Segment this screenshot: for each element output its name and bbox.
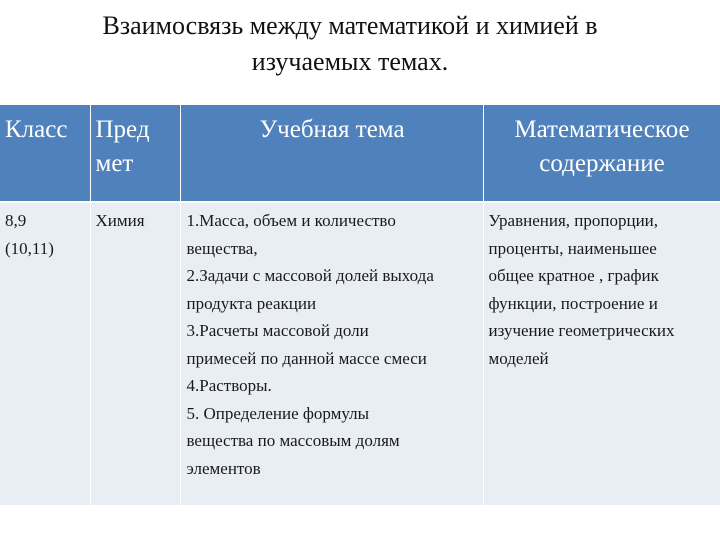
topic-line: 3.Расчеты массовой доли xyxy=(186,321,369,340)
header-subject-line-2: мет xyxy=(95,150,134,177)
math-line: проценты, наименьшее xyxy=(488,238,657,258)
slide-title xyxy=(0,8,700,80)
header-math-content xyxy=(483,105,720,202)
title-line-2: изучаемых темах. xyxy=(251,47,449,76)
math-line: функции, построение и xyxy=(488,293,658,313)
cell-topic xyxy=(180,202,483,505)
topic-line: 4.Растворы. xyxy=(186,376,272,395)
math-line: моделей xyxy=(488,348,549,368)
topic-line: 1.Масса, объем и количество xyxy=(186,211,396,230)
grade-line-1: 8,9 xyxy=(5,211,27,230)
header-topic: Учебная тема xyxy=(180,105,483,202)
header-math-line-2: содержание xyxy=(539,150,665,177)
header-row xyxy=(0,105,720,202)
topic-line: элементов xyxy=(186,458,261,478)
topic-line: продукта реакции xyxy=(186,293,317,313)
topic-line: вещества, xyxy=(186,238,258,258)
header-math-line-1: Математическое xyxy=(514,116,690,143)
topic-line: 5. Определение формулы xyxy=(186,403,370,423)
cell-subject: Химия xyxy=(90,202,180,505)
header-subject xyxy=(90,105,180,202)
grade-line-2: (10,11) xyxy=(5,238,54,258)
topic-line: вещества по массовым долям xyxy=(186,431,400,450)
title-line-1: Взаимосвязь между математикой и химией в xyxy=(102,11,598,40)
math-line: общее кратное , график xyxy=(488,266,659,285)
math-line: Уравнения, пропорции, xyxy=(488,211,659,230)
cell-grade xyxy=(0,202,90,505)
topic-line: примесей по данной массе смеси xyxy=(186,348,427,368)
math-line: изучение геометрических xyxy=(488,321,675,340)
table-row xyxy=(0,202,720,505)
header-grade: Класс xyxy=(0,105,90,202)
topics-table xyxy=(0,105,720,505)
topic-line: 2.Задачи с массовой долей выхода xyxy=(186,266,434,285)
cell-math-content xyxy=(483,202,720,505)
header-subject-line-1: Пред xyxy=(95,116,150,143)
